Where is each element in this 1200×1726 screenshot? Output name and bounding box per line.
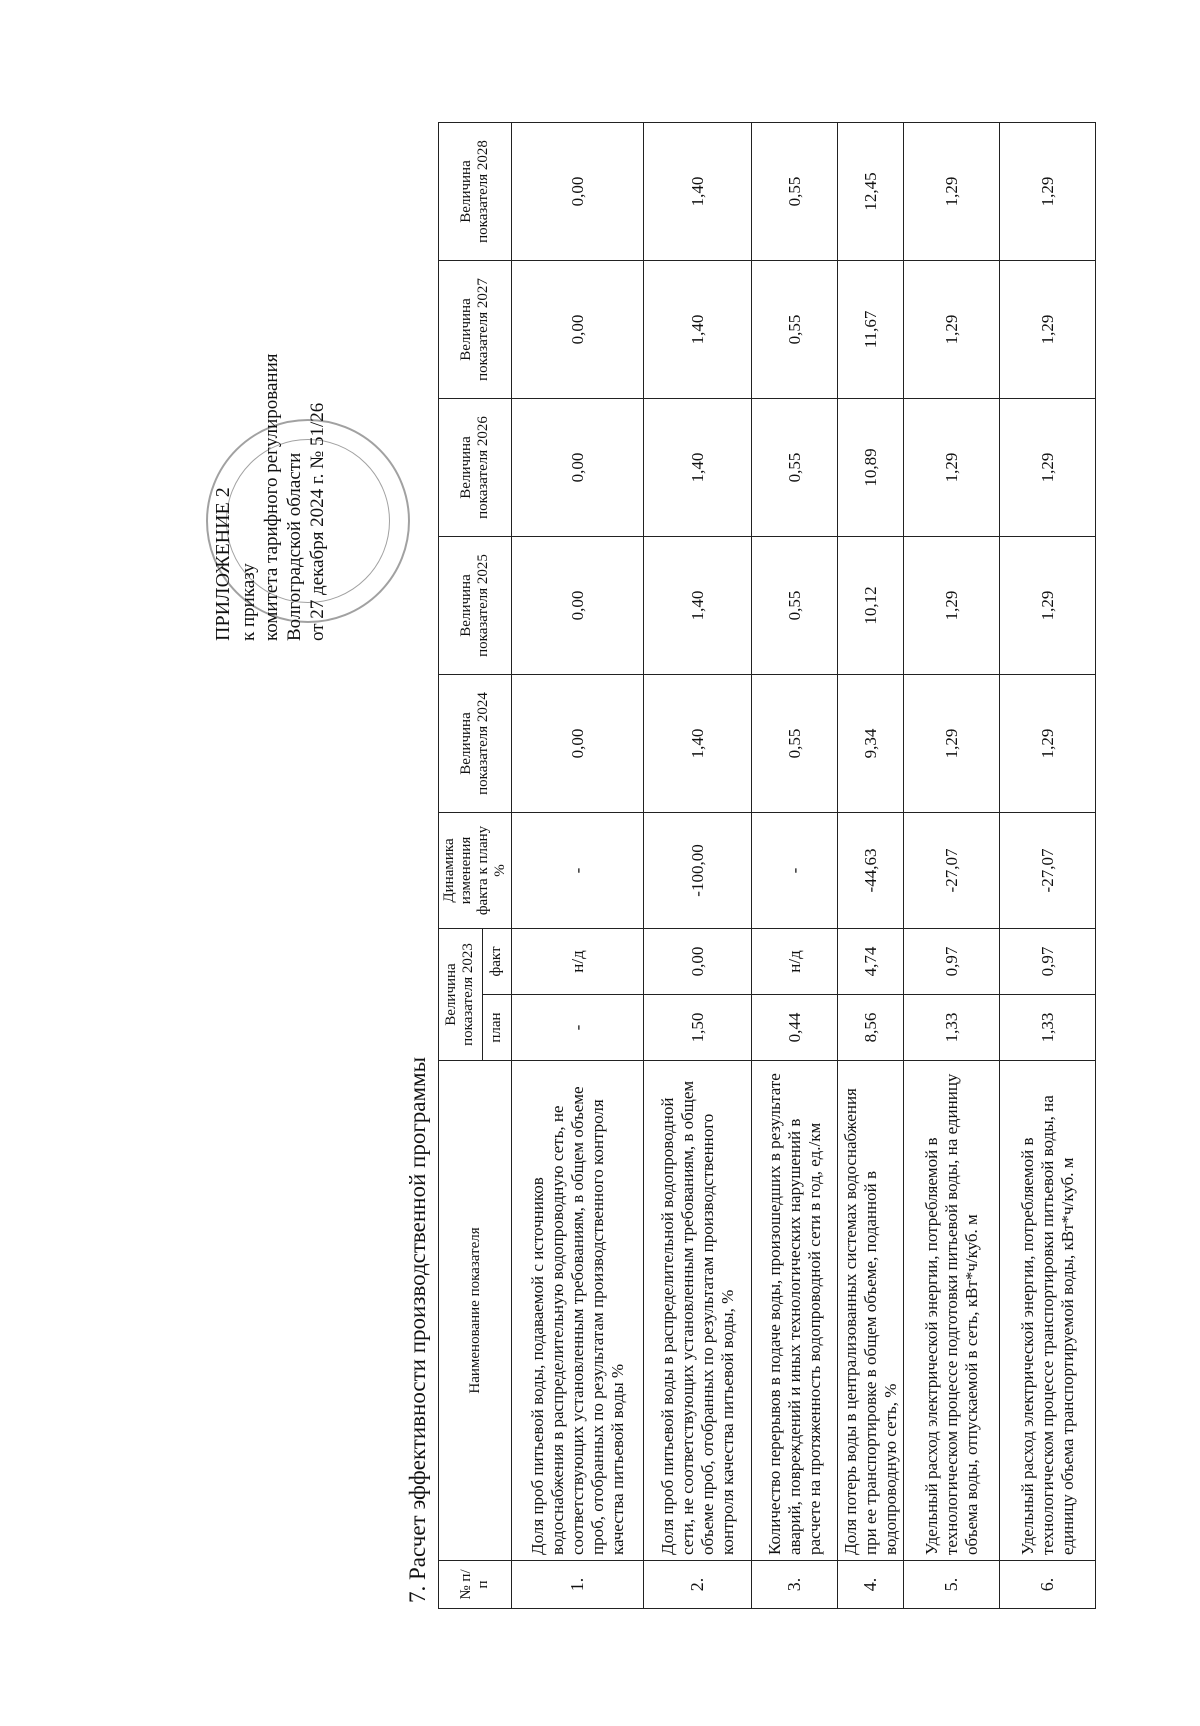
table-body [512,122,1096,1608]
cell-fact: 0,00 [644,928,752,994]
cell-y2025: 1,40 [644,536,752,674]
cell-y2025: 0,00 [512,536,644,674]
cell-y2028: 0,55 [752,122,838,260]
appendix-line-region: Волгоградской области [284,452,305,641]
cell-dyn: -100,00 [644,812,752,928]
cell-y2025: 1,29 [1000,536,1096,674]
cell-n: 5. [904,1561,1000,1609]
cell-y2028: 1,40 [644,122,752,260]
cell-y2027: 1,29 [1000,260,1096,398]
cell-y2028: 0,00 [512,122,644,260]
cell-plan: 1,33 [1000,995,1096,1061]
table-row [644,122,752,1608]
appendix-title: ПРИЛОЖЕНИЕ 2 [212,487,234,641]
cell-name: Доля потерь воды в централизованных системах водоснабжения при ее транспортировке в общем объеме, поданной в водопроводную сеть, % [838,1061,904,1561]
cell-plan: 1,50 [644,995,752,1061]
cell-dyn: -27,07 [1000,812,1096,928]
header-2025: Величина показателя 2025 [439,536,512,674]
cell-y2027: 1,29 [904,260,1000,398]
cell-n: 4. [838,1561,904,1609]
cell-name: Доля проб питьевой воды в распределительной водопроводной сети, не соответствующих установленным требованиям, в общем объеме проб, отобранных по результатам производственного контроля качества питьевой воды, % [644,1061,752,1561]
cell-y2027: 1,40 [644,260,752,398]
appendix-line-committee: комитета тарифного регулирования [261,353,282,641]
cell-n: 2. [644,1561,752,1609]
appendix-line-order: к приказу [238,563,259,641]
cell-y2027: 0,00 [512,260,644,398]
header-2026: Величина показателя 2026 [439,398,512,536]
cell-dyn: -27,07 [904,812,1000,928]
cell-y2025: 1,29 [904,536,1000,674]
rotated-document-page [200,83,1077,1643]
cell-plan: 0,44 [752,995,838,1061]
header-fact: факт [482,928,511,994]
header-2024: Величина показателя 2024 [439,674,512,812]
cell-y2028: 1,29 [1000,122,1096,260]
cell-y2025: 10,12 [838,536,904,674]
cell-y2026: 1,29 [1000,398,1096,536]
cell-name: Удельный расход электрической энергии, потребляемой в технологическом процессе транспортировки питьевой воды, на единицу объема транспортируемой воды, кВт*ч/куб. м [1000,1061,1096,1561]
header-plan: план [482,995,511,1061]
cell-fact: 0,97 [1000,928,1096,994]
cell-fact: н/д [512,928,644,994]
cell-name: Удельный расход электрической энергии, потребляемой в технологическом процессе подготовки питьевой воды, на единицу объема воды, отпускаемой в сеть, кВт*ч/куб. м [904,1061,1000,1561]
cell-y2027: 11,67 [838,260,904,398]
header-num: № п/п [439,1561,512,1609]
appendix-line-date: от 27 декабря 2024 г. № 51/26 [307,402,328,641]
header-dynamics: Динамика изменения факта к плану % [439,812,512,928]
cell-dyn: -44,63 [838,812,904,928]
cell-y2026: 0,55 [752,398,838,536]
cell-y2028: 12,45 [838,122,904,260]
table-row [752,122,838,1608]
cell-plan: 1,33 [904,995,1000,1061]
cell-name: Доля проб питьевой воды, подаваемой с источников водоснабжения в распределительную водопроводную сеть, не соответствующих установленным требованиям, в общем объеме проб, отобранных по результатам производственного контроля качества питьевой воды % [512,1061,644,1561]
cell-y2024: 0,55 [752,674,838,812]
cell-y2025: 0,55 [752,536,838,674]
cell-dyn: - [752,812,838,928]
table-row [1000,122,1096,1608]
header-name: Наименование показателя [439,1061,512,1561]
cell-y2024: 1,40 [644,674,752,812]
table-row [512,122,644,1608]
cell-y2024: 1,29 [904,674,1000,812]
cell-n: 1. [512,1561,644,1609]
cell-y2026: 1,29 [904,398,1000,536]
cell-fact: 4,74 [838,928,904,994]
header-2027: Величина показателя 2027 [439,260,512,398]
cell-name: Количество перерывов в подаче воды, произошедших в результате аварий, повреждений и иных технологических нарушений в расчете на протяженность водопроводной сети в год, ед./км [752,1061,838,1561]
cell-fact: н/д [752,928,838,994]
cell-plan: 8,56 [838,995,904,1061]
cell-y2026: 1,40 [644,398,752,536]
header-2028: Величина показателя 2028 [439,122,512,260]
table-row [904,122,1000,1608]
appendix-header [212,161,329,641]
cell-fact: 0,97 [904,928,1000,994]
cell-y2027: 0,55 [752,260,838,398]
performance-table [438,122,1096,1609]
cell-y2026: 10,89 [838,398,904,536]
cell-n: 3. [752,1561,838,1609]
cell-n: 6. [1000,1561,1096,1609]
cell-y2028: 1,29 [904,122,1000,260]
header-2023: Величина показателя 2023 [439,928,483,1060]
cell-y2024: 9,34 [838,674,904,812]
cell-y2024: 0,00 [512,674,644,812]
cell-dyn: - [512,812,644,928]
section-title: 7. Расчет эффективности производственной программы [405,1056,430,1603]
table-row [838,122,904,1608]
cell-y2024: 1,29 [1000,674,1096,812]
cell-plan: - [512,995,644,1061]
cell-y2026: 0,00 [512,398,644,536]
